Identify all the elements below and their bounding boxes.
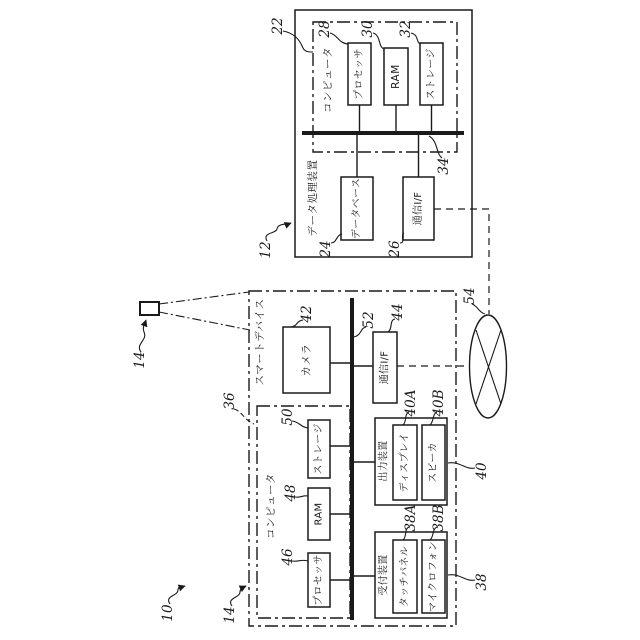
ref-28: 28 [317,20,333,38]
sd-processor-label: プロセッサ [313,554,325,606]
dpd-ram-label: RAM [390,64,402,89]
ref-34-leader [429,136,442,158]
ref-54: 54 [462,287,478,305]
sd-reception-device-label: 受付装置 [378,554,390,596]
sd-output-device-label: 出力装置 [378,440,390,482]
ref-42: 42 [299,305,315,323]
data-processing-device-label: データ処理装置 [307,159,319,237]
sd-touch-panel-label: タッチパネル [399,545,411,608]
ref-12: 12 [258,241,274,259]
ref-48: 48 [283,484,299,502]
ref-46: 46 [280,548,296,566]
ref-38: 38 [474,573,490,591]
ref-50: 50 [280,408,296,426]
ref-12-arrow [266,223,291,241]
ref-32: 32 [398,20,414,38]
ref-14-device: 14 [222,606,238,624]
ref-14-icon-arrow [139,320,146,352]
dpd-computer-label: コンピュータ [322,47,334,113]
ref-36-leader [234,409,254,424]
ref-44: 44 [390,303,406,321]
ref-38B: 38B [431,504,447,532]
ref-38A: 38A [403,504,419,532]
dpd-storage-label: ストレージ [426,48,437,100]
ref-26: 26 [387,240,403,258]
ref-14-device-arrow [231,586,246,606]
ref-52: 52 [361,311,377,329]
projection-line-bottom [159,312,250,330]
ref-36: 36 [222,392,238,410]
sd-microphone-label: マイクロフォン [428,540,439,613]
sd-comm-if-label: 通信I/F [379,350,391,385]
ref-38-leader [448,575,475,581]
sd-camera-label: カメラ [300,343,313,377]
ref-40B: 40B [431,389,447,417]
ref-14-icon: 14 [132,351,148,369]
dpd-processor-label: プロセッサ [354,48,365,100]
ref-40A: 40A [403,389,419,417]
dpd-database-label: データベース [351,177,363,240]
ref-10: 10 [160,604,176,622]
projection-line-top [159,292,249,304]
ref-22-leader [283,31,313,52]
ref-10-arrow [169,586,185,604]
sd-speaker-label: スピーカ [428,442,439,483]
sd-computer-label: コンピュータ [265,473,277,539]
smart-device-label: スマートデバイス [254,298,266,386]
ref-24: 24 [318,240,334,258]
smart-device-icon [140,302,159,315]
ref-30: 30 [360,20,376,38]
dpd-comm-if-label: 通信I/F [413,191,424,226]
sd-storage-label: ストレージ [313,423,325,475]
ref-22: 22 [270,17,286,35]
ref-34: 34 [436,157,452,175]
sd-ram-label: RAM [313,502,325,526]
ref-40-leader [448,463,475,469]
sd-display-label: ディスプレイ [399,432,411,493]
ref-40: 40 [474,462,490,480]
ref-54-leader [472,304,485,314]
